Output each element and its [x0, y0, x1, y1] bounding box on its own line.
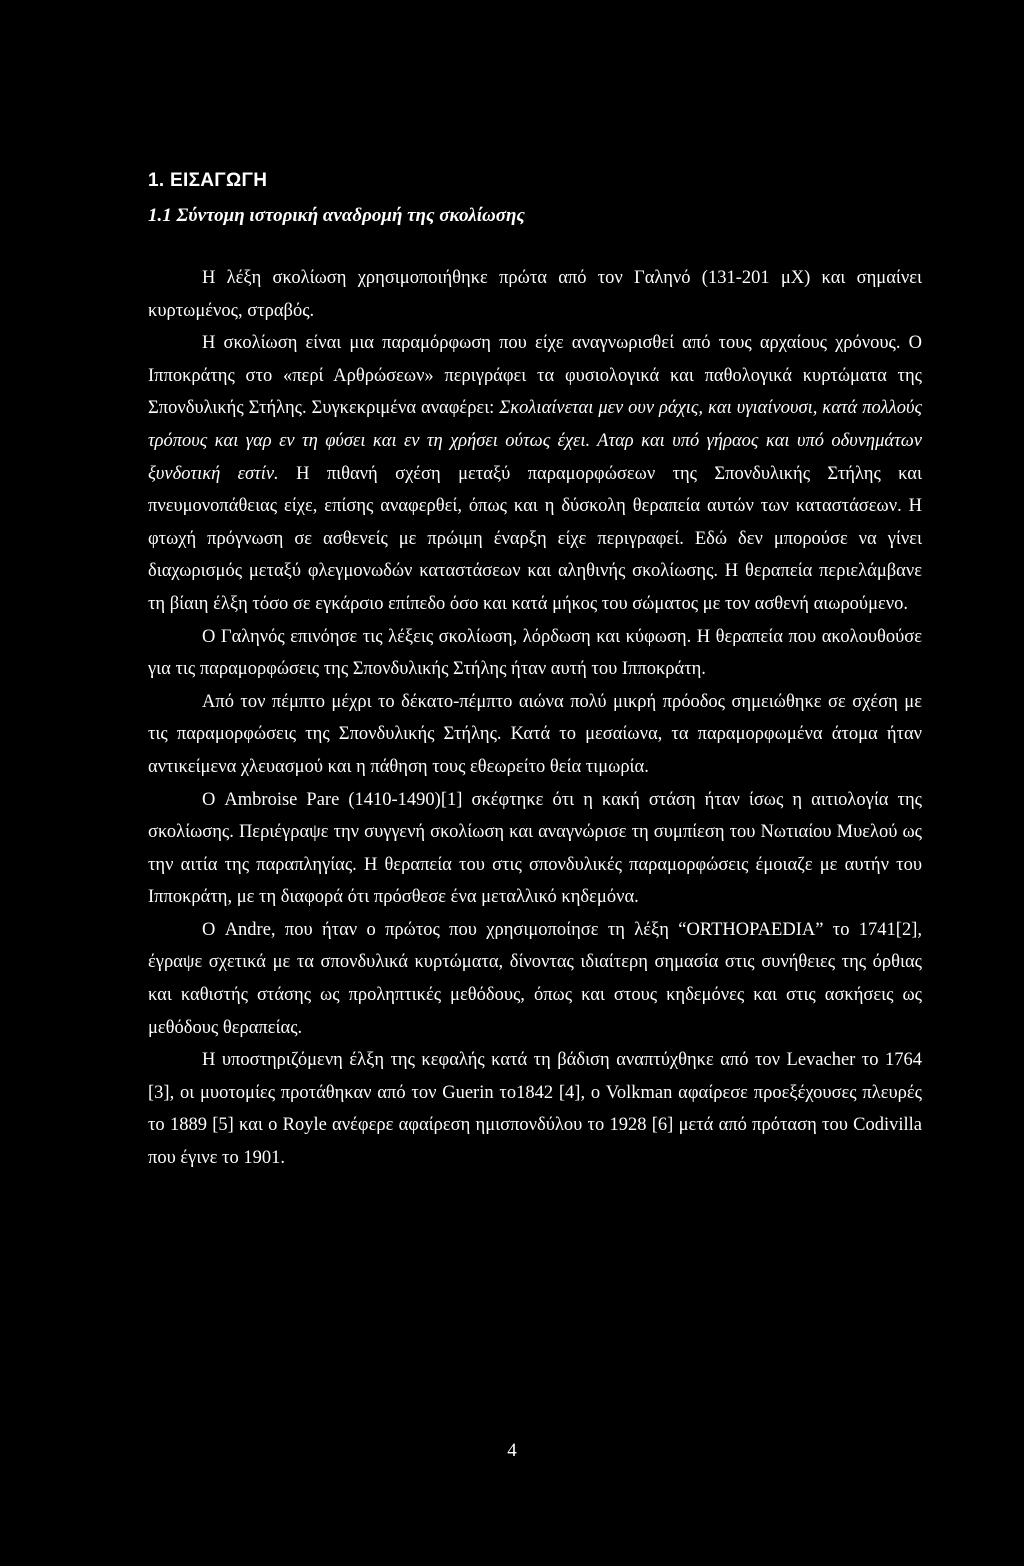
section-heading: 1. ΕΙΣΑΓΩΓΗ	[148, 170, 268, 191]
paragraph-text: Ο Andre, που ήταν ο πρώτος που χρησιμοποίησε τη λέξη “ORTHOPAEDIA” το 1741[2], έγραψε σχετικά με τα σπονδυλικά κυρτώματα, δίνοντας ιδιαίτερη σημασία στις συνήθειες της όρθιας και καθιστής στάσης ως προληπτικές μεθόδους, όπως και στους κηδεμόνες και στις ασκήσεις ως μεθόδους θεραπείας.	[148, 919, 922, 1038]
paragraph-text: Η λέξη σκολίωση χρησιμοποιήθηκε πρώτα από τον Γαληνό (131-201 μΧ) και σημαίνει κυρτωμένος, στραβός.	[148, 268, 922, 321]
paragraph-text: Η υποστηριζόμενη έλξη της κεφαλής κατά τη βάδιση αναπτύχθηκε από τον Levacher το 1764 [3], οι μυοτομίες προτάθηκαν από τον Guerin το1842 [4], ο Volkman αφαίρεσε προεξέχουσες πλευρές το 1889 [5] και ο Royle ανέφερε αφαίρεση ημισπονδύλου το 1928 [6] μετά από πρόταση του Codivilla που έγινε το 1901.	[148, 1050, 922, 1169]
paragraph-3	[148, 621, 922, 686]
paragraph-4	[148, 686, 922, 784]
paragraph-text: Ο Γαληνός επινόησε τις λέξεις σκολίωση, λόρδωση και κύφωση. Η θεραπεία που ακολουθούσε για τις παραμορφώσεις της Σπονδυλικής Στήλης ήταν αυτή του Ιπποκράτη.	[148, 626, 922, 680]
paragraph-text: Η πιθανή σχέση μεταξύ παραμορφώσεων της Σπονδυλικής Στήλης και πνευμονοπάθειας είχε, επίσης αναφερθεί, όπως και η δύσκολη θεραπεία αυτών των καταστάσεων. Η φτωχή πρόγνωση σε ασθενείς με πρώιμη έναρξη είχε περιγραφεί. Εδώ δεν μπορούσε να γίνει διαχωρισμός μεταξύ φλεγμονωδών καταστάσεων και αληθινής σκολίωσης. Η θεραπεία περιελάμβανε τη βίαιη έλξη τόσο σε εγκάρσιο επίπεδο όσο και κατά μήκος του σώματος με τον ασθενή αιωρούμενο.	[148, 463, 922, 614]
paragraph-1	[148, 262, 922, 327]
paragraph-text: Ο Ambroise Pare (1410-1490)[1] σκέφτηκε ότι η κακή στάση ήταν ίσως η αιτιολογία της σκολίωσης. Περιέγραψε την συγγενή σκολίωση και αναγνώρισε τη συμπίεση του Νωτιαίου Μυελού ως την αιτία της παραπληγίας. Η θεραπεία του στις σπονδυλικές παραμορφώσεις έμοιαζε με αυτήν του Ιπποκράτη, με τη διαφορά ότι πρόσθεσε ένα μεταλλικό κηδεμόνα.	[148, 789, 922, 908]
paragraph-text: Από τον πέμπτο μέχρι το δέκατο-πέμπτο αιώνα πολύ μικρή πρόοδος σημειώθηκε σε σχέση με τις παραμορφώσεις της Σπονδυλικής Στήλης. Κατά το μεσαίωνα, τα παραμορφωμένα άτομα ήταν αντικείμενα χλευασμού και η πάθηση τους εθεωρείτο θεία τιμωρία.	[148, 691, 922, 777]
page-number: 4	[507, 1440, 517, 1461]
subsection-heading: 1.1 Σύντομη ιστορική αναδρομή της σκολίωσης	[148, 205, 525, 226]
paragraph-7	[148, 1044, 922, 1174]
paragraph-5	[148, 784, 922, 914]
paragraph-2	[148, 327, 922, 620]
body-text	[148, 262, 922, 1175]
paragraph-6	[148, 914, 922, 1044]
hippocrates-quote: Σκολιαίνεται μεν ουν ράχις, και υγιαίνουσι, κατά πολλούς τρόπους και γαρ εν τη φύσει και εν τη χρήσει ούτως έχει. Αταρ και υπό γήραος και υπό οδυνημάτων ξυνδοτική εστίν.	[148, 398, 922, 484]
paragraph-text: Η σκολίωση είναι μια παραμόρφωση που είχε αναγνωρισθεί από τους αρχαίους χρόνους. Ο Ιπποκράτης στο «περί Αρθρώσεων» περιγράφει τα φυσιολογικά και παθολογικά κυρτώματα της Σπονδυλικής Στήλης. Συγκεκριμένα αναφέρει:	[148, 333, 922, 419]
